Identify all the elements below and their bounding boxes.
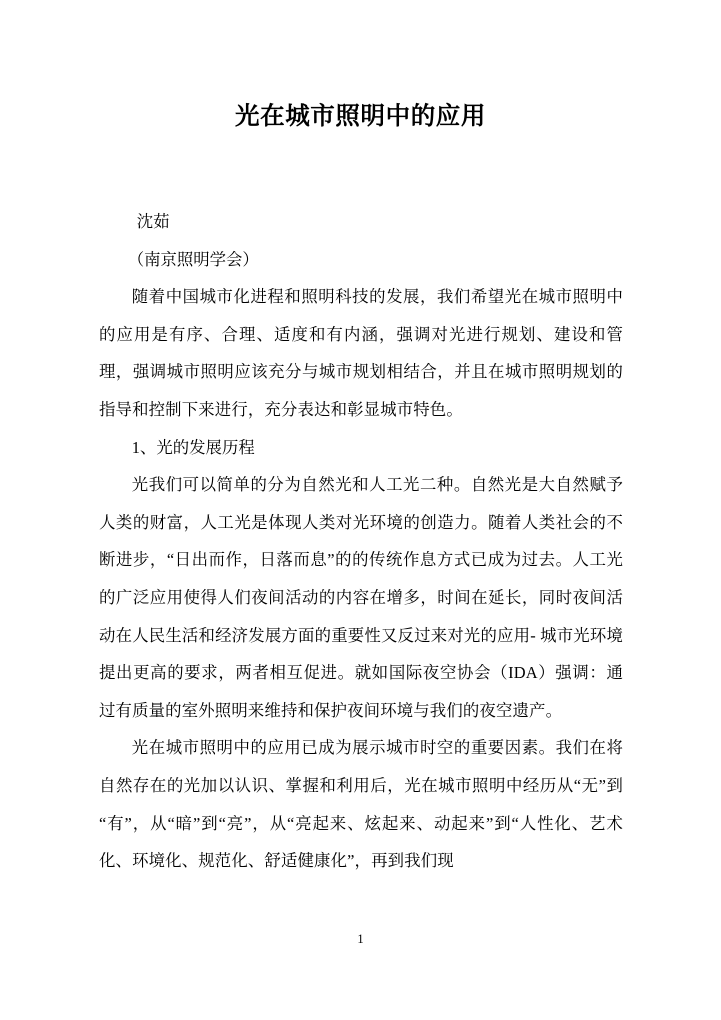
- page-title: 光在城市照明中的应用: [235, 103, 486, 131]
- page-number: 1: [357, 932, 364, 946]
- section-1-paragraph-2: 光在城市照明中的应用已成为展示城市时空的重要因素。我们在将自然存在的光加以认识、掌握和利用后，光在城市照明中经历从“无”到“有”，从“暗”到“亮”，从“亮起来、炫起来、动起来”到“人性化、艺术化、环境化、规范化、舒适健康化”，再到我们现: [99, 738, 623, 871]
- affiliation-text: （南京照明学会）: [127, 249, 259, 269]
- section-1-paragraph-1: 光我们可以简单的分为自然光和人工光二种。自然光是大自然赋予人类的财富，人工光是体现人类对光环境的创造力。随着人类社会的不断进步，“日出而作，日落而息”的的传统作息方式已成为过去。人工光的广泛应用使得人们夜间活动的内容在增多，时间在延长，同时夜间活动在人民生活和经济发展方面的重要性又反过来对光的应用- 城市光环境提出更高的要求，两者相互促进。就如国际夜空协会（IDA）强调：通过有质量的室外照明来维持和保护夜间环境与我们的夜空遗产。: [99, 475, 623, 720]
- author-text: 沈茹: [136, 212, 170, 231]
- author-name: [99, 203, 623, 241]
- abstract-paragraph: 随着中国城市化进程和照明科技的发展，我们希望光在城市照明中的应用是有序、合理、适度和有内涵，强调对光进行规划、建设和管理，强调城市照明应该充分与城市规划相结合，并且在城市照明规划的指导和控制下来进行，充分表达和彰显城市特色。: [99, 287, 623, 419]
- section-heading-1: 1、光的发展历程: [131, 437, 255, 457]
- author-affiliation: [99, 241, 623, 279]
- document-body: [99, 203, 623, 880]
